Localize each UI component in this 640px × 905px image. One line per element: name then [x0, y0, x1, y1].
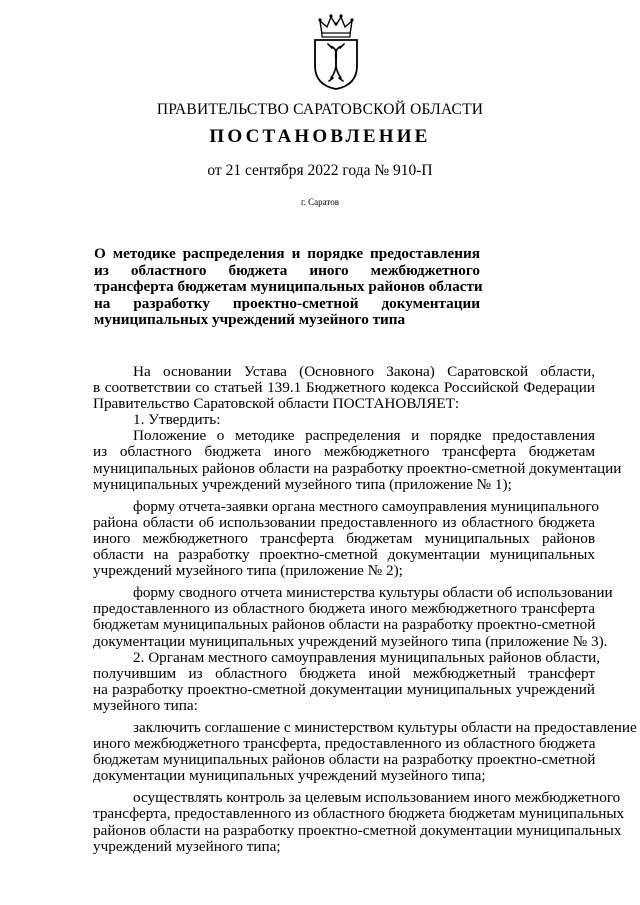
body-line: заключить соглашение с министерством культуры области на предоставление — [133, 718, 637, 736]
city-name: г. Саратов — [301, 197, 339, 207]
body-line: Положение о методике распределения и порядке предоставления — [133, 427, 595, 445]
body-line: бюджетам муниципальных районов области на разработку проектно-сметной — [93, 616, 596, 634]
document-type-heading: ПОСТАНОВЛЕНИЕ — [209, 126, 431, 147]
government-name: ПРАВИТЕЛЬСТВО САРАТОВСКОЙ ОБЛАСТИ — [156, 101, 484, 118]
body-line: области на разработку проектно-сметной документации муниципальных — [93, 546, 595, 564]
document-title — [94, 245, 483, 329]
body-line: в соответствии со статьей 139.1 Бюджетного кодекса Российской Федерации — [93, 379, 595, 397]
body-line: предоставленного из областного бюджета иного межбюджетного трансферта — [93, 600, 595, 618]
body-line: муниципальных районов области на разработку проектно-сметной документации — [93, 459, 622, 477]
body-line: учреждений музейного типа (приложение № 2); — [93, 562, 403, 580]
title-line: из областного бюджета иного межбюджетного — [94, 261, 480, 279]
body-line: иного межбюджетного трансферта бюджетам муниципальных районов — [93, 529, 595, 547]
body-line: форму сводного отчета министерства культуры области об использовании — [133, 584, 613, 602]
body-line: На основании Устава (Основного Закона) Саратовской области, — [133, 363, 595, 380]
body-line: района области об использовании предоставленного из областного бюджета — [93, 513, 595, 531]
body-line: документации муниципальных учреждений музейного типа; — [93, 767, 486, 785]
body-line: музейного типа: — [93, 696, 198, 714]
body-line: трансферта, предоставленного из областного бюджета бюджетам муниципальных — [93, 805, 625, 823]
title-line: трансферта бюджетам муниципальных районов области — [94, 278, 483, 296]
body-line: иного межбюджетного трансферта, предоставленного из областного бюджета — [93, 735, 596, 753]
body-line: получившим из областного бюджета иной межбюджетный трансферт — [93, 664, 595, 682]
saratov-coat-of-arms-icon — [308, 12, 364, 90]
body-line: на разработку проектно-сметной документации муниципальных учреждений — [93, 680, 595, 698]
body-line: документации муниципальных учреждений музейного типа (приложение № 3). — [93, 632, 608, 650]
body-line: бюджетам муниципальных районов области на разработку проектно-сметной — [93, 751, 596, 769]
body-line: 2. Органам местного самоуправления муниципальных районов области, — [133, 648, 601, 666]
date-number: от 21 сентября 2022 года № 910-П — [207, 162, 433, 179]
body-line: районов области на разработку проектно-сметной документации муниципальных — [93, 821, 622, 839]
title-line: на разработку проектно-сметной документации — [94, 294, 480, 312]
body-line: муниципальных учреждений музейного типа (приложение № 1); — [93, 475, 512, 493]
body-line: из областного бюджета иного межбюджетного трансферта бюджетам — [93, 443, 595, 461]
document-body — [93, 363, 637, 855]
body-line: осуществлять контроль за целевым использованием иного межбюджетного — [133, 789, 621, 807]
body-line: Правительство Саратовской области ПОСТАНОВЛЯЕТ: — [93, 395, 460, 413]
body-line: 1. Утвердить: — [133, 411, 221, 429]
body-line: учреждений музейного типа; — [93, 837, 281, 855]
title-line: О методике распределения и порядке предоставления — [94, 245, 480, 262]
title-line: муниципальных учреждений музейного типа — [94, 311, 406, 329]
body-line: форму отчета-заявки органа местного самоуправления муниципального — [133, 497, 599, 515]
